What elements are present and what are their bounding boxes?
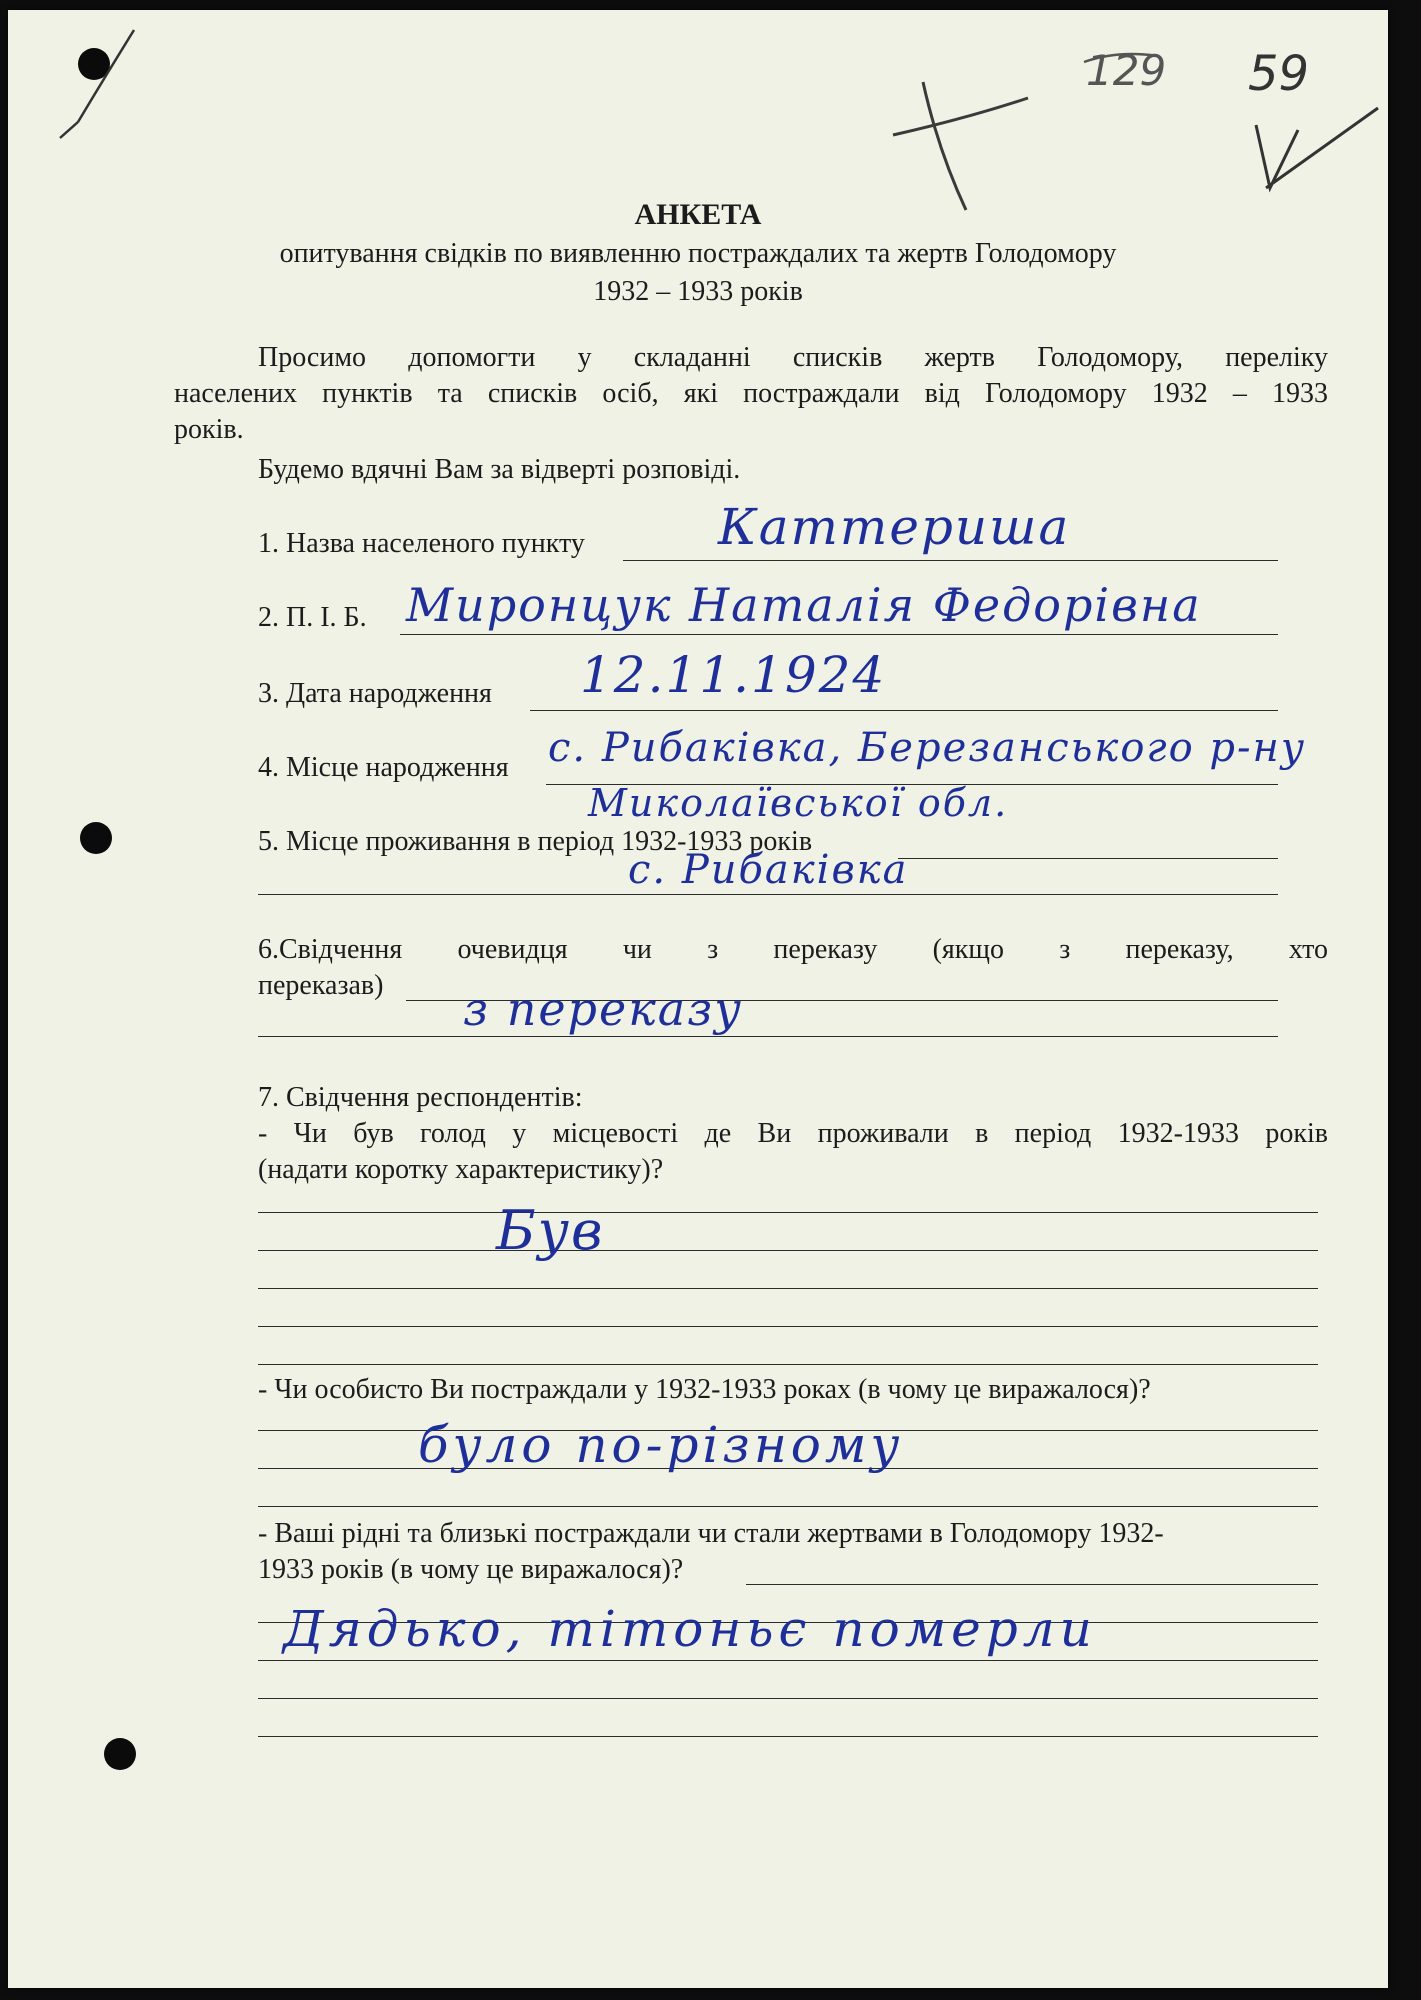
q7c-line-c bbox=[258, 1660, 1318, 1661]
q7b-answer: було по-різному bbox=[418, 1416, 904, 1474]
q7c-question-line-2: 1933 років (в чому це виражалося)? bbox=[258, 1554, 684, 1585]
document-years: 1932 – 1933 років bbox=[593, 276, 803, 307]
field-4-answer-line-2: Миколаївської обл. bbox=[588, 781, 1009, 825]
pen-marks bbox=[8, 10, 1388, 230]
field-4-label: 4. Місце народження bbox=[258, 752, 509, 783]
sheet-number: 59 bbox=[1248, 46, 1310, 102]
q7a-line-e bbox=[258, 1364, 1318, 1365]
q7b-line-c bbox=[258, 1506, 1318, 1507]
punch-hole-middle bbox=[80, 822, 112, 854]
q7a-line-d bbox=[258, 1326, 1318, 1327]
q7a-line-a bbox=[258, 1212, 1318, 1213]
q7a-line-c bbox=[258, 1288, 1318, 1289]
thanks-text: Будемо вдячні Вам за відверті розповіді. bbox=[258, 454, 741, 485]
field-6-line-2 bbox=[258, 1036, 1278, 1037]
document-page bbox=[8, 10, 1388, 1988]
q7c-line-e bbox=[258, 1736, 1318, 1737]
field-6-label-line-2: переказав) bbox=[258, 970, 384, 1001]
q7a-answer: Був bbox=[496, 1199, 605, 1262]
field-5-answer: с. Рибаківка bbox=[628, 847, 909, 893]
field-1-line bbox=[623, 560, 1278, 561]
q7b-question: - Чи особисто Ви постраждали у 1932-1933 роках (в чому це виражалося)? bbox=[258, 1374, 1151, 1405]
intro-line-2: населених пунктів та списків осіб, які постраждали від Голодомору 1932 – 1933 bbox=[174, 378, 1328, 409]
q7c-answer: Дядько, тітоньє померли bbox=[283, 1600, 1097, 1658]
field-6-label-line-1: 6.Свідчення очевидця чи з переказу (якщо з переказу, хто bbox=[258, 934, 1328, 965]
field-2-label: 2. П. І. Б. bbox=[258, 602, 367, 633]
field-5-label: 5. Місце проживання в період 1932-1933 років bbox=[258, 826, 813, 857]
field-2-line bbox=[400, 634, 1278, 635]
field-2-answer: Миронцук Наталія Федорівна bbox=[406, 578, 1202, 632]
field-5-line-1 bbox=[898, 858, 1278, 859]
archive-number-struck: 129 bbox=[1086, 46, 1167, 95]
field-3-answer: 12.11.1924 bbox=[580, 646, 887, 704]
field-3-label: 3. Дата народження bbox=[258, 678, 492, 709]
field-6-answer: з переказу bbox=[463, 982, 743, 1036]
document-subtitle: опитування свідків по виявленню постраждалих та жертв Голодомору bbox=[279, 238, 1117, 269]
intro-line-3: років. bbox=[174, 414, 244, 445]
field-5-line-2 bbox=[258, 894, 1278, 895]
punch-hole-bottom bbox=[104, 1738, 136, 1770]
intro-line-1: Просимо допомогти у складанні списків жертв Голодомору, переліку bbox=[258, 342, 1328, 373]
field-1-answer: Каттериша bbox=[718, 498, 1071, 556]
q7c-line-d bbox=[258, 1698, 1318, 1699]
section-7-label: 7. Свідчення респондентів: bbox=[258, 1082, 583, 1113]
q7a-line-1: - Чи був голод у місцевості де Ви проживали в період 1932-1933 років bbox=[258, 1118, 1328, 1149]
field-1-label: 1. Назва населеного пункту bbox=[258, 528, 585, 559]
field-3-line bbox=[530, 710, 1278, 711]
q7c-line-a bbox=[746, 1584, 1318, 1585]
q7a-line-2: (надати коротку характеристику)? bbox=[258, 1154, 664, 1185]
document-title: АНКЕТА bbox=[634, 198, 762, 231]
q7a-line-b bbox=[258, 1250, 1318, 1251]
q7c-question-line-1: - Ваші рідні та близькі постраждали чи стали жертвами в Голодомору 1932- bbox=[258, 1518, 1164, 1549]
field-4-answer-line-1: с. Рибаківка, Березанського р-ну bbox=[548, 725, 1307, 771]
